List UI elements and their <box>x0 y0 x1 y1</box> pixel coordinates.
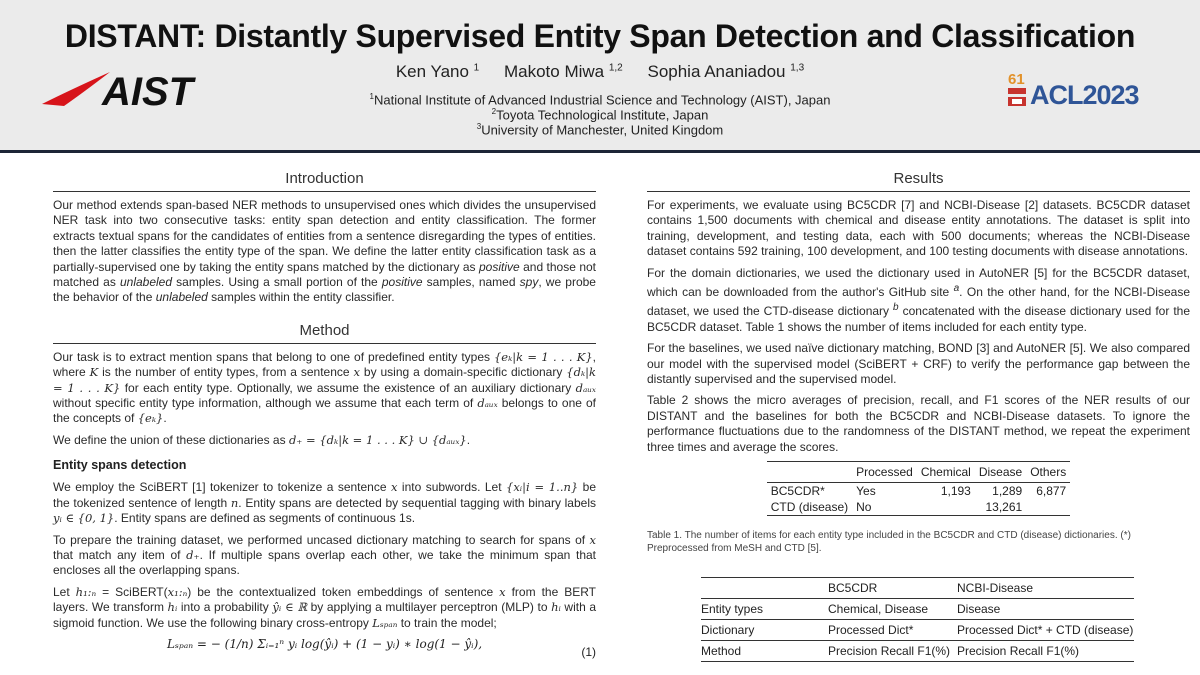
loss-equation: Lₛₚₐₙ = − (1/n) Σᵢ₌₁ⁿ yᵢ log(ŷᵢ) + (1 − yᵢ) ∗ log(1 − ŷᵢ), (1) <box>166 636 596 659</box>
table-row: Method Precision Recall F1(%) Precision Recall F1(%) <box>701 641 1134 662</box>
method-paragraph: To prepare the training dataset, we performed uncased dictionary matching to search for spans of x that match any item of d₊. If multiple spans overlap each other, we take the minimum span that encloses all the overlapping spans. <box>53 532 596 578</box>
results-paragraph: For the domain dictionaries, we used the dictionary used in AutoNER [5] for the BC5CDR dataset, which can be downloaded from the author's GitHub site $^a$. On the other hand, for the NCBI-Disease dataset, we used the CTD-disease dictionary $^b$ concatenated with the disease dictionary used for the BC5CDR dataset. Table 1 shows the number of items included for each entity type. <box>647 265 1191 334</box>
entity-spans-subheading: Entity spans detection <box>53 458 187 473</box>
method-paragraph: We define the union of these dictionaries as d₊ = {dₖ|k = 1 . . . K} ∪ {dₐᵤₓ}. <box>53 432 471 447</box>
aist-logo-text: AIST <box>102 70 194 112</box>
results-paragraph: Table 2 shows the micro averages of precision, recall, and F1 scores of the NER results of our DISTANT and the baselines for both the BC5CDR and NCBI-Disease datasets. To ignore the performance fluctuations due to the randomness of the DISTANT method, we repeat the experiment three times and average the scores. <box>647 393 1190 454</box>
table-row: Dictionary Processed Dict* Processed Dict* + CTD (disease) <box>701 620 1134 641</box>
table-row: CTD (disease) No 13,261 <box>770 500 1023 515</box>
table-row: BC5CDR* Yes 1,193 1,289 6,877 <box>770 484 1067 499</box>
table-header-row: BC5CDR NCBI-Disease <box>701 578 1134 599</box>
method-heading: Method <box>53 322 596 344</box>
table-header-row: Processed Chemical Disease Others <box>767 462 1070 483</box>
affiliation: $^1$National Institute of Advanced Industrial Science and Technology (AIST), Japan <box>369 92 831 108</box>
method-paragraph: Let h₁:ₙ = SciBERT(x₁:ₙ) be the contextualized token embeddings of sentence x from the BERT layers. We transform hᵢ into a probability ŷᵢ ∈ ℝ by applying a multilayer perceptron (MLP) to hᵢ with a sigmoid function. We use the following binary cross-entropy Lₛₚₐₙ to train the model; <box>53 584 597 630</box>
method-paragraph: We employ the SciBERT [1] tokenizer to tokenize a sentence x into subwords. Let {xᵢ|i = 1..n} be the tokenized sentence of length n. Entity spans are detected by sequential tagging with binary labels yᵢ ∈ {0, 1}. Entity spans are defined as segments of continuous 1s. <box>53 480 596 526</box>
affiliation: $^2$Toyota Technological Institute, Japan <box>491 107 709 123</box>
poster-title: DISTANT: Distantly Supervised Entity Span Detection and Classification <box>64 18 1136 54</box>
poster-header <box>0 0 1200 153</box>
left-column <box>53 170 596 671</box>
equation-number: (1) <box>581 644 596 659</box>
table-row: Entity types Chemical, Disease Disease <box>701 599 1134 620</box>
results-paragraph: For experiments, we evaluate using BC5CDR [7] and NCBI-Disease [2] datasets. BC5CDR dataset contains 1,500 documents with chemical and disease entity annotations. The dataset is split into training, development, and testing data, each with 500 documents; whereas the NCBI-Disease dataset contains 592 training, 100 development, and 100 testing documents with disease annotations. <box>647 198 1190 259</box>
table-1-caption: Table 1. The number of items for each entity type included in the BC5CDR and CTD (disease) dictionaries. (*) Preprocessed from MeSH and CTD [5]. <box>647 530 1131 554</box>
results-heading: Results <box>647 170 1190 192</box>
introduction-paragraph: Our method extends span-based NER methods to unsupervised ones which divides the unsupervised NER task into two consecutive tasks: entity span detection and entity classification. The former extracts textual spans for the candidates of entities from a sentence disregarding the types of entities. then the latter classifies the entity type of the span. We define the latter entity classification task as a partially-supervised one by taking the entity spans matched by the dictionary as positive and those not matched as unlabeled samples. Using a small portion of the positive samples, named spy, we probe the behavior of the unlabeled samples within the entity classifier. <box>53 198 597 305</box>
right-column <box>647 170 1190 662</box>
introduction-heading: Introduction <box>53 170 596 192</box>
table-1 <box>767 461 1070 516</box>
svg-text:ACL2023: ACL2023 <box>1030 80 1139 108</box>
method-paragraph: Our task is to extract mention spans that belong to one of predefined entity types {eₖ|k = 1 . . . K}, where K is the number of entity types, from a sentence x by using a domain-specific dictionary {dₖ|k = 1 . . . K} for each entity type. Optionally, we assume the existence of an auxiliary dictionary dₐᵤₓ without specific entity type information, although we assume that each term of dₐᵤₓ belongs to one of the concepts of {eₖ}. <box>53 349 597 426</box>
author: Sophia Ananiadou $^{1,3}$ <box>647 62 805 81</box>
acl-2023-logo <box>1006 70 1160 108</box>
table-2 <box>701 577 1134 662</box>
author: Makoto Miwa $^{1,2}$ <box>503 62 623 81</box>
author: Ken Yano $^1$ <box>395 62 480 81</box>
results-paragraph: For the baselines, we used naïve dictionary matching, BOND [3] and AutoNER [5]. We also compared our model with the supervised model (SciBERT + CRF) to verify the performance gap between the distantly supervised and the supervised model. <box>647 341 1190 387</box>
affiliation: $^3$University of Manchester, United Kingdom <box>476 122 724 138</box>
svg-text:61: 61 <box>1008 71 1025 88</box>
